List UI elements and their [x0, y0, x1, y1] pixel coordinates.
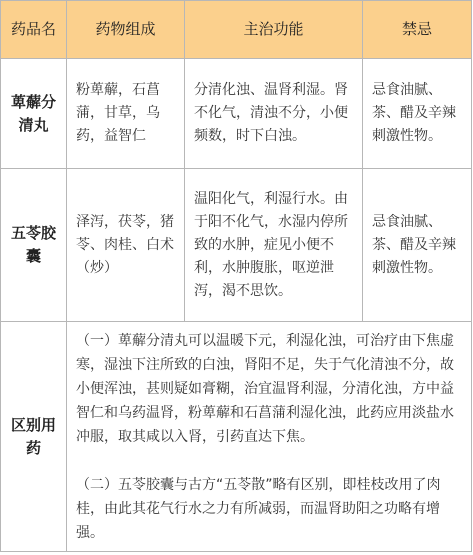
difference-notes [67, 322, 472, 552]
drug-name-bixie: 萆薢分清丸 [1, 59, 67, 169]
indication-wuling: 温阳化气，利湿行水。由于阳不化气，水湿内停所致的水肿，症见小便不利，水肿腹胀，呕逆泄泻，渴不思饮。 [185, 169, 363, 322]
composition-wuling: 泽泻，茯苓，猪苓、肉桂、白术（炒） [67, 169, 185, 322]
header-composition: 药物组成 [67, 1, 185, 59]
taboo-wuling: 忌食油腻、茶、醋及辛辣刺激性物。 [363, 169, 472, 322]
difference-paragraph-1: （一）萆薢分清丸可以温暖下元，利湿化浊，可治疗由下焦虚寒，湿浊下注所致的白浊，肾阳不足，失于气化清浊不分，故小便浑浊，甚则疑如膏糊，治宜温肾利湿，分清化浊，方中益智仁和乌药温肾，粉萆薢和石菖蒲利湿化浊，此药应用淡盐水冲服，取其咸以入肾，引药直达下焦。 [76, 332, 454, 445]
difference-paragraph-2: （二）五苓胶囊与古方“五苓散”略有区别，即桂枝改用了肉桂，由此其花气行水之力有所减弱，而温肾助阳之功略有增强。 [76, 476, 441, 541]
table-row-wuling [1, 169, 472, 322]
indication-bixie: 分清化浊、温肾利湿。肾不化气，清浊不分，小便频数，时下白浊。 [185, 59, 363, 169]
composition-bixie: 粉萆薢，石菖蒲，甘草，乌药，益智仁 [67, 59, 185, 169]
taboo-bixie: 忌食油腻、茶、醋及辛辣刺激性物。 [363, 59, 472, 169]
table-header-row [1, 1, 472, 59]
difference-label: 区别用药 [1, 322, 67, 552]
table-row-difference [1, 322, 472, 552]
paragraph-spacer [76, 449, 461, 473]
table-row-bixie [1, 59, 472, 169]
drug-name-wuling: 五苓胶囊 [1, 169, 67, 322]
header-indication: 主治功能 [185, 1, 363, 59]
header-drug-name: 药品名 [1, 1, 67, 59]
header-taboo: 禁忌 [363, 1, 472, 59]
